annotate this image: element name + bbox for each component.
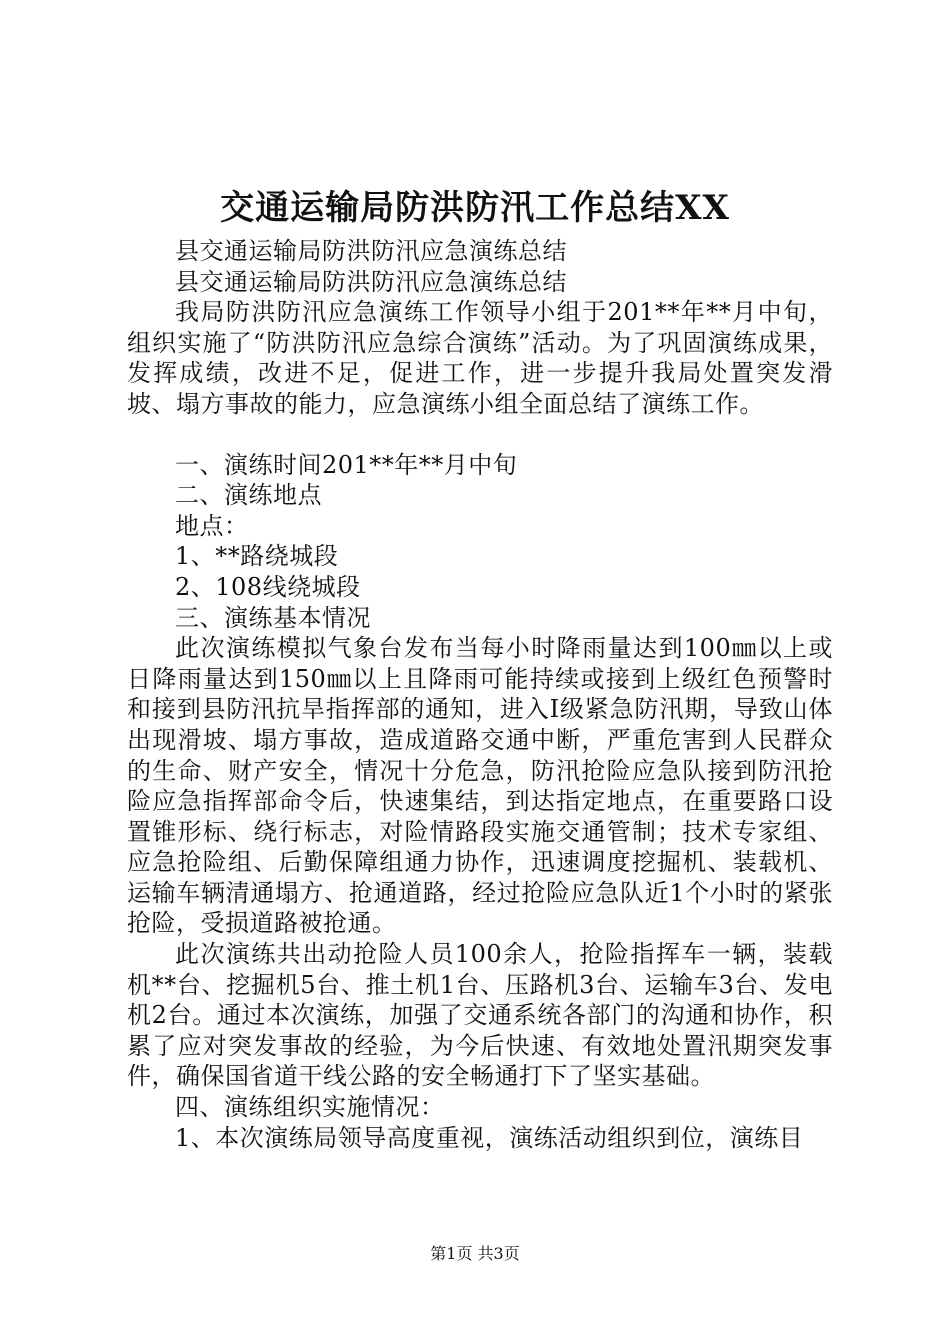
paragraph: 1、本次演练局领导高度重视，演练活动组织到位，演练目: [175, 1123, 804, 1152]
page-title: 交通运输局防洪防汛工作总结XX: [220, 188, 730, 228]
paragraph: 地点：: [175, 511, 249, 540]
section-heading: 四、演练组织实施情况：: [175, 1093, 445, 1122]
section-heading: 二、演练地点: [175, 481, 322, 510]
section-heading: 一、演练时间201**年**月中旬: [175, 450, 518, 479]
list-item: 1、**路绕城段: [175, 542, 339, 571]
paragraph: 县交通运输局防洪防汛应急演练总结: [175, 267, 567, 296]
paragraph: 此次演练模拟气象台发布当每小时降雨量达到100㎜以上或日降雨量达到150㎜以上且降雨可能持续或接到上级红色预警时和接到县防汛抗旱指挥部的通知，进入Ⅰ级紧急防汛期，导致山体出现滑坡、塌方事故，造成道路交通中断，严重危害到人民群众的生命、财产安全，情况十分危急，防汛抢险应急队接到防汛抢险应急指挥部命令后，快速集结，到达指定地点，在重要路口设置锥形标、绕行标志，对险情路段实施交通管制；技术专家组、应急抢险组、后勤保障组通力协作，迅速调度挖掘机、装载机、运输车辆清通塌方、抢通道路，经过抢险应急队近1个小时的紧张抢险，受损道路被抢通。: [127, 634, 833, 938]
paragraph: 县交通运输局防洪防汛应急演练总结: [175, 237, 567, 265]
section-heading: 三、演练基本情况: [175, 603, 371, 632]
page-footer: 第1页 共3页: [430, 1244, 520, 1263]
document-body: [127, 236, 833, 1153]
paragraph: 我局防洪防汛应急演练工作领导小组于201**年**月中旬，组织实施了“防洪防汛应急综合演练”活动。为了巩固演练成果，发挥成绩，改进不足，促进工作，进一步提升我局处置突发滑坡、塌方事故的能力，应急演练小组全面总结了演练工作。: [127, 298, 833, 418]
list-item: 2、108线绕城段: [175, 572, 361, 601]
paragraph: 此次演练共出动抢险人员100余人，抢险指挥车一辆，装载机**台、挖掘机5台、推土机1台、压路机3台、运输车3台、发电机2台。通过本次演练，加强了交通系统各部门的沟通和协作，积累了应对突发事故的经验，为今后快速、有效地处置汛期突发事件，确保国省道干线公路的安全畅通打下了坚实基础。: [127, 940, 833, 1091]
